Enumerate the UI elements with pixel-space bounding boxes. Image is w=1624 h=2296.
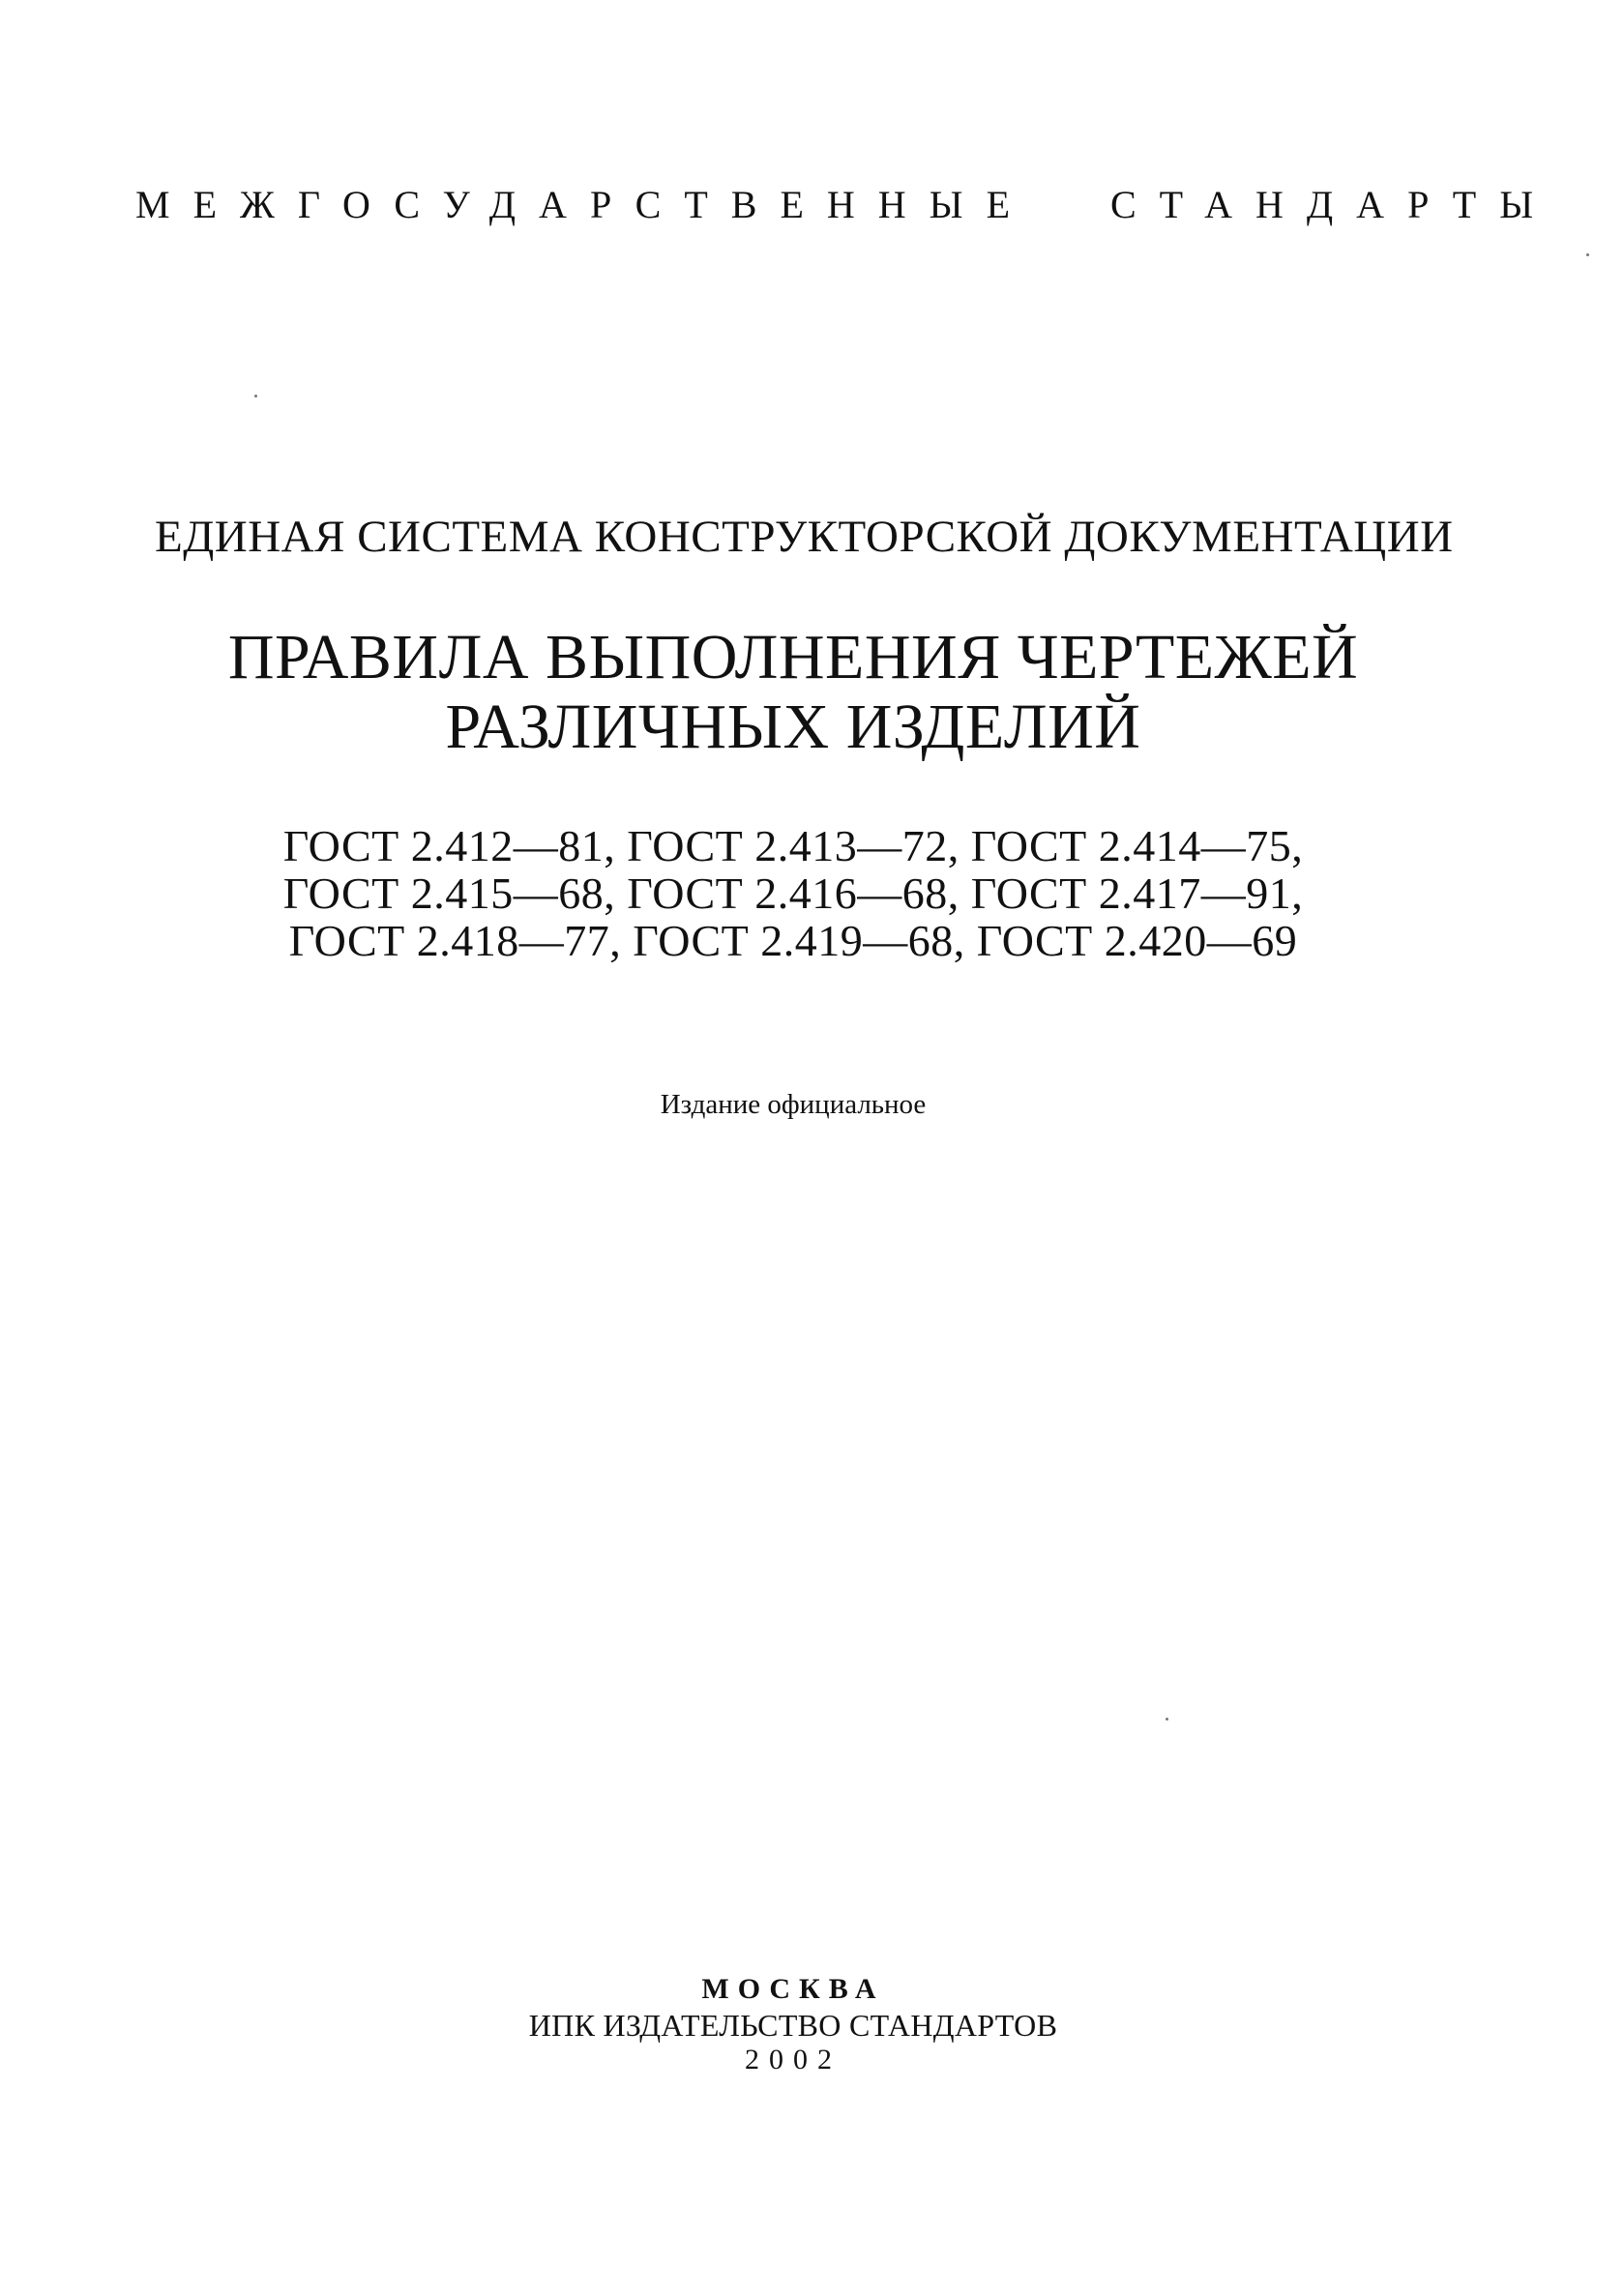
scan-speck (1586, 253, 1589, 256)
imprint-publisher: ИПК ИЗДАТЕЛЬСТВО СТАНДАРТОВ (528, 2008, 1058, 2043)
system-heading: ЕДИНАЯ СИСТЕМА КОНСТРУКТОРСКОЙ ДОКУМЕНТАЦИИ (155, 512, 1454, 562)
series-heading: МЕЖГОСУДАРСТВЕННЫЕ СТАНДАРТЫ (135, 183, 1557, 226)
gost-list-line-1: ГОСТ 2.412—81, ГОСТ 2.413—72, ГОСТ 2.414—75, (282, 821, 1304, 870)
document-title-line-1: ПРАВИЛА ВЫПОЛНЕНИЯ ЧЕРТЕЖЕЙ (227, 622, 1359, 692)
imprint-year: 2002 (745, 2044, 842, 2075)
edition-label: Издание официальное (660, 1089, 927, 1120)
imprint-city: МОСКВА (701, 1973, 885, 2005)
scan-speck (254, 395, 257, 397)
document-title-line-2: РАЗЛИЧНЫХ ИЗДЕЛИЙ (445, 692, 1141, 762)
gost-list-line-2: ГОСТ 2.415—68, ГОСТ 2.416—68, ГОСТ 2.417—91, (282, 868, 1304, 918)
scan-speck (1166, 1718, 1168, 1721)
gost-list-line-3: ГОСТ 2.418—77, ГОСТ 2.419—68, ГОСТ 2.420—69 (288, 916, 1298, 965)
